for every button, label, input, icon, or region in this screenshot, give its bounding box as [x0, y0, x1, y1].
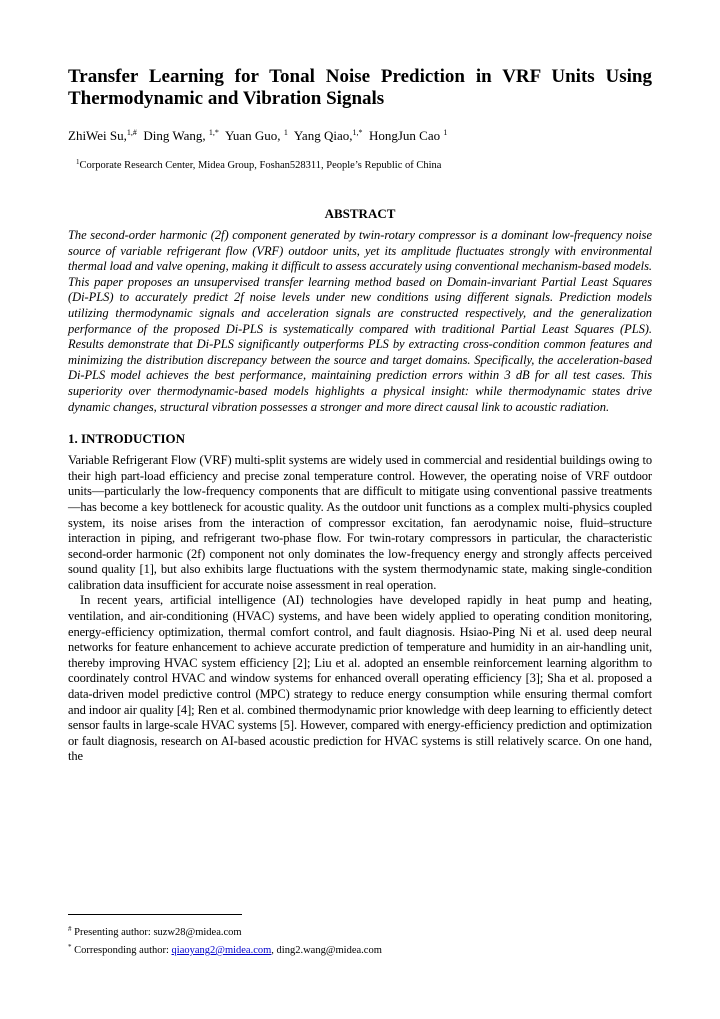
email-text: ding2.wang@midea.com — [276, 945, 382, 956]
author-list — [68, 125, 652, 144]
footnote-presenting-author: # Presenting author: suzw28@midea.com — [68, 925, 242, 938]
paper-title: Transfer Learning for Tonal Noise Prediction in VRF Units Using Thermodynamic and Vibration Signals — [68, 66, 652, 109]
footnotes — [68, 922, 382, 958]
footnote-divider — [68, 914, 242, 915]
affiliation: $^1$Corporate Research Center, Midea Group, Foshan528311, People’s Republic of China — [76, 158, 442, 171]
introduction-body — [68, 453, 652, 765]
author: ZhiWei Su,$^{1,\#}$ — [68, 128, 137, 143]
footnote-corresponding-author: * Corresponding author: qiaoyang2@midea.com, ding2.wang@midea.com — [68, 943, 382, 956]
paper-page — [68, 66, 652, 765]
abstract-text: The second-order harmonic (2f) component generated by twin-rotary compressor is a dominant low-frequency noise source of variable refrigerant flow (VRF) outdoor units, yet its amplitude fluctuates strongly with environmental thermal load and valve opening, making it difficult to assess accurately using conventional mechanism-based models. This paper proposes an unsupervised transfer learning method based on Domain-invariant Partial Least Squares (Di-PLS) to accurately predict 2f noise levels under new conditions using different signals. Prediction models utilizing thermodynamic signals and acceleration signals are constructed respectively, and the generalization performance of the proposed Di-PLS is systematically compared with traditional Partial Least Squares (PLS). Results demonstrate that Di-PLS significantly outperforms PLS by extracting cross-condition common features and minimizing the distribution discrepancy between the source and target domains. Specifically, the acceleration-based Di-PLS model achieves the best performance, maintaining prediction errors within 3 dB for all test cases. This superiority over thermodynamic-based models highlights a physical insight: while thermodynamic states drive dynamic changes, structural vibration possesses a stronger and more direct causal link to acoustic radiation. — [68, 228, 652, 414]
paragraph: In recent years, artificial intelligence (AI) technologies have developed rapidly in heat pump and heating, ventilation, and air-conditioning (HVAC) systems, and have been widely applied to operating condition monitoring, energy-efficiency optimization, thermal comfort control, and fault diagnosis. Hsiao-Ping Ni et al. used deep neural networks for feature enhancement to achieve accurate prediction of temperature and humidity in an air-handling unit, thereby improving HVAC system efficiency [2]; Liu et al. adopted an ensemble reinforcement learning algorithm to coordinately control HVAC and window systems for enhanced overall operating efficiency [3]; Sha et al. proposed a data-driven model predictive control (MPC) strategy to reduce energy consumption while ensuring thermal comfort and indoor air quality [4]; Ren et al. combined thermodynamic prior knowledge with deep learning to efficiently detect sensor faults in large-scale HVAC systems [5]. However, compared with energy-efficiency prediction and optimization or fault diagnosis, research on AI-based acoustic prediction for HVAC systems is still relatively scarce. On one hand, the — [68, 593, 652, 764]
section-heading-introduction: 1. INTRODUCTION — [68, 431, 186, 447]
email-link[interactable]: qiaoyang2@midea.com — [171, 945, 272, 956]
abstract-heading: ABSTRACT — [324, 206, 396, 221]
paragraph: Variable Refrigerant Flow (VRF) multi-split systems are widely used in commercial and residential buildings owing to their high part-load efficiency and precise zonal temperature control. However, the operating noise of VRF outdoor units—particularly the low-frequency components that are difficult to mitigate using conventional passive treatments—has become a key bottleneck for acoustic quality. As the outdoor unit functions as a complex multi-physics coupled system, its noise arises from the interaction of compressor excitation, fan aerodynamic noise, fluid–structure interaction in piping, and refrigerant two-phase flow. For twin-rotary compressors in particular, the characteristic second-order harmonic (2f) component not only dominates the low-frequency energy and strongly affects perceived sound quality [1], but also exhibits large fluctuations with the system thermodynamic state, making single-condition calibration data insufficient for accurate noise assessment in real operation. — [68, 453, 652, 592]
author: HongJun Cao $^1$ — [368, 128, 448, 143]
author: Yang Qiao,$^{1,*}$ — [293, 128, 363, 143]
author: Ding Wang, $^{1,*}$ — [143, 128, 219, 143]
author: Yuan Guo, $^1$ — [224, 128, 288, 143]
